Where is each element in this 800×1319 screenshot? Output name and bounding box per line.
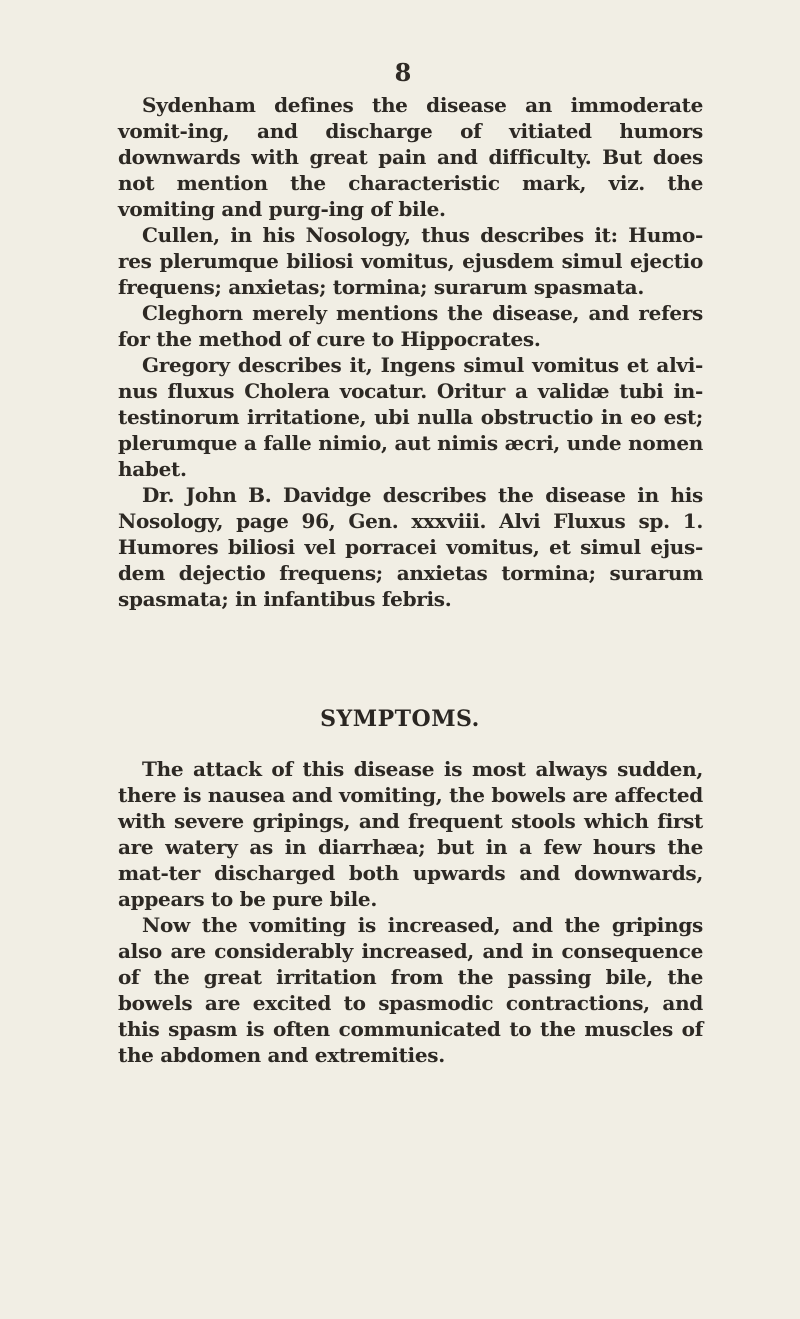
paragraph-cleghorn: Cleghorn merely mentions the disease, and refers for the method of cure to Hippocrates. — [118, 301, 703, 351]
paragraph-sydenham: Sydenham defines the disease an immoderate vomit-ing, and discharge of vitiated humors downwards with great pain and difficulty. But does not mention the characteristic mark, viz. the vomiting and purg-ing of bile. — [118, 93, 703, 221]
paragraph-davidge: Dr. John B. Davidge describes the disease in his Nosology, page 96, Gen. xxxviii. Alvi Fluxus sp. 1. Humores biliosi vel porracei vomitus, et simul ejus-dem dejectio frequens; anxietas tormina; surarum spasmata; in infantibus febris. — [118, 483, 703, 611]
paragraph-vomiting: Now the vomiting is increased, and the gripings also are considerably increased, and in consequence of the great irritation from the passing bile, the bowels are excited to spasmodic contractions, and this spasm is often communicated to the muscles of the abdomen and extremities. — [118, 913, 703, 1067]
paragraph-cullen: Cullen, in his Nosology, thus describes it: Humo-res plerumque biliosi vomitus, ejusdem simul ejectio frequens; anxietas; tormina; surarum spasmata. — [118, 223, 703, 299]
body-text-bottom — [118, 756, 703, 1068]
paragraph-gregory: Gregory describes it, Ingens simul vomitus et alvi-nus fluxus Cholera vocatur. Oritur a validæ tubi in-testinorum irritatione, ubi nulla obstructio in eo est; plerumque a falle nimio, aut nimis æcri, unde nomen habet. — [118, 353, 703, 481]
section-heading: SYMPTOMS. — [320, 706, 480, 732]
paragraph-attack: The attack of this disease is most always sudden, there is nausea and vomiting, the bowels are affected with severe gripings, and frequent stools which first are watery as in diarrhæa; but in a few hours the mat-ter discharged both upwards and downwards, appears to be pure bile. — [118, 757, 703, 911]
body-text-top — [118, 92, 703, 612]
page-number: 8 — [394, 58, 412, 87]
